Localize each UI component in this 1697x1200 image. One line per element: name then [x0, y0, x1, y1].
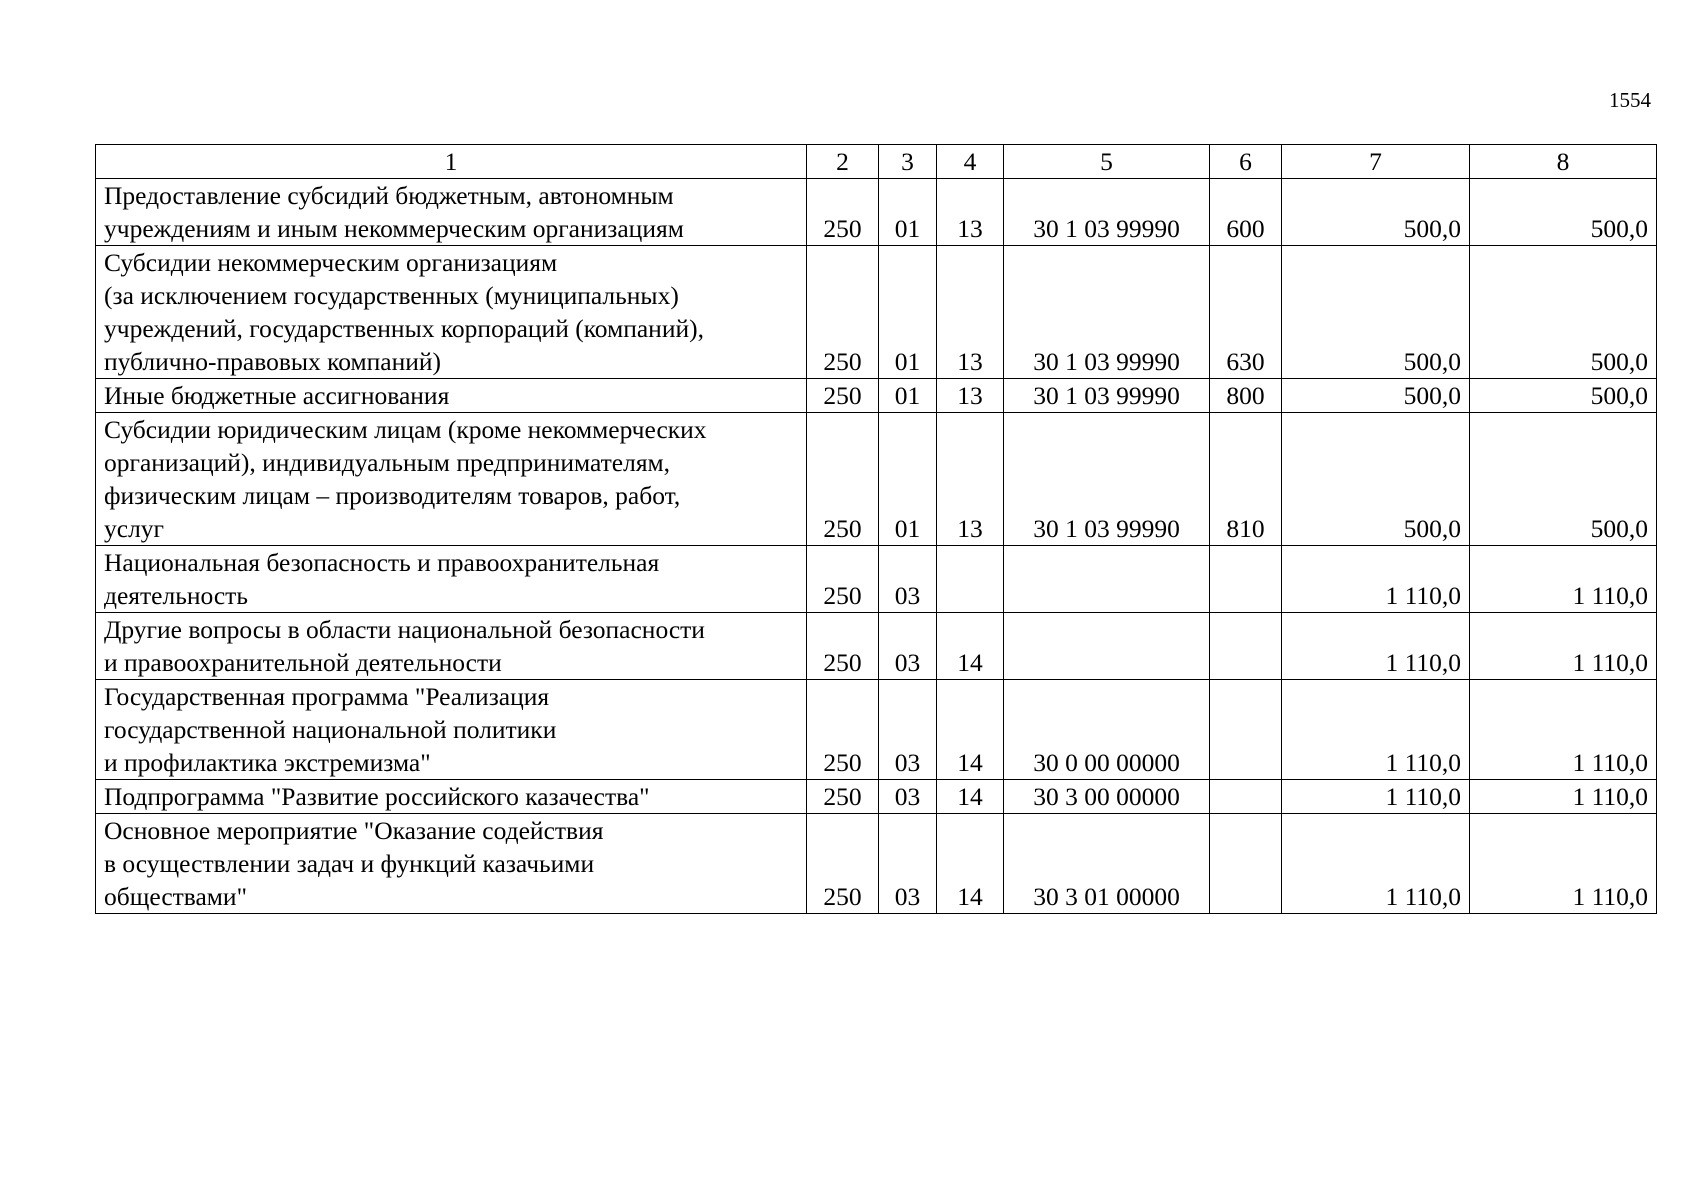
table-body	[96, 179, 1657, 914]
cell-section: 03	[879, 680, 937, 780]
cell-item-name	[96, 413, 807, 546]
item-name-line: Иные бюджетные ассигнования	[104, 381, 450, 410]
cell-target-article	[1004, 546, 1210, 613]
cell-amount-col8: 1 110,0	[1470, 613, 1657, 680]
header-row	[96, 145, 1657, 179]
cell-target-article: 30 1 03 99990	[1004, 379, 1210, 413]
cell-amount-col8: 500,0	[1470, 179, 1657, 246]
cell-item-name	[96, 613, 807, 680]
cell-section: 03	[879, 613, 937, 680]
cell-subsection: 13	[937, 179, 1004, 246]
cell-amount-col7: 500,0	[1282, 413, 1470, 546]
column-header: 5	[1004, 145, 1210, 179]
item-name-line: государственной национальной политики	[104, 715, 557, 744]
cell-target-article	[1004, 613, 1210, 680]
table-row	[96, 613, 1657, 680]
cell-expense-type: 600	[1210, 179, 1282, 246]
cell-item-name	[96, 780, 807, 814]
cell-ministry-code: 250	[807, 814, 879, 914]
item-name-line: Субсидии некоммерческим организациям	[104, 248, 558, 277]
cell-expense-type	[1210, 546, 1282, 613]
cell-target-article: 30 3 01 00000	[1004, 814, 1210, 914]
item-name-line: Государственная программа "Реализация	[104, 682, 550, 711]
cell-section: 03	[879, 814, 937, 914]
cell-section: 03	[879, 780, 937, 814]
cell-section: 01	[879, 246, 937, 379]
item-name-line: физическим лицам – производителям товаров, работ,	[104, 481, 681, 510]
cell-expense-type	[1210, 780, 1282, 814]
item-name-line: и правоохранительной деятельности	[104, 648, 502, 677]
item-name-line: учреждений, государственных корпораций (компаний),	[104, 314, 704, 343]
cell-subsection: 14	[937, 680, 1004, 780]
cell-expense-type: 800	[1210, 379, 1282, 413]
cell-target-article: 30 1 03 99990	[1004, 246, 1210, 379]
item-name-line: услуг	[104, 514, 165, 543]
cell-ministry-code: 250	[807, 546, 879, 613]
cell-item-name	[96, 546, 807, 613]
cell-expense-type	[1210, 680, 1282, 780]
cell-amount-col7: 500,0	[1282, 246, 1470, 379]
cell-amount-col8: 1 110,0	[1470, 680, 1657, 780]
cell-ministry-code: 250	[807, 179, 879, 246]
item-name-line: Субсидии юридическим лицам (кроме некоммерческих	[104, 415, 707, 444]
cell-target-article: 30 1 03 99990	[1004, 413, 1210, 546]
cell-amount-col7: 1 110,0	[1282, 613, 1470, 680]
table-row	[96, 179, 1657, 246]
cell-amount-col8: 500,0	[1470, 379, 1657, 413]
item-name-line: организаций), индивидуальным предпринимателям,	[104, 448, 671, 477]
cell-expense-type	[1210, 613, 1282, 680]
table-row	[96, 546, 1657, 613]
item-name-line: деятельность	[104, 581, 248, 610]
column-header: 6	[1210, 145, 1282, 179]
cell-amount-col7: 500,0	[1282, 379, 1470, 413]
cell-section: 01	[879, 379, 937, 413]
table-row	[96, 780, 1657, 814]
table-row	[96, 379, 1657, 413]
cell-section: 01	[879, 179, 937, 246]
cell-ministry-code: 250	[807, 246, 879, 379]
cell-target-article: 30 1 03 99990	[1004, 179, 1210, 246]
cell-amount-col8: 1 110,0	[1470, 546, 1657, 613]
column-header: 1	[96, 145, 807, 179]
cell-item-name	[96, 379, 807, 413]
budget-table	[95, 144, 1657, 914]
cell-ministry-code: 250	[807, 613, 879, 680]
cell-ministry-code: 250	[807, 780, 879, 814]
cell-item-name	[96, 179, 807, 246]
cell-amount-col7: 1 110,0	[1282, 546, 1470, 613]
cell-subsection: 13	[937, 379, 1004, 413]
cell-subsection: 14	[937, 780, 1004, 814]
cell-amount-col8: 500,0	[1470, 413, 1657, 546]
column-header: 4	[937, 145, 1004, 179]
cell-subsection: 14	[937, 814, 1004, 914]
item-name-line: публично-правовых компаний)	[104, 347, 442, 376]
cell-item-name	[96, 680, 807, 780]
table-row	[96, 680, 1657, 780]
cell-amount-col8: 1 110,0	[1470, 780, 1657, 814]
cell-subsection: 13	[937, 246, 1004, 379]
item-name-line: Другие вопросы в области национальной безопасности	[104, 615, 705, 644]
cell-ministry-code: 250	[807, 413, 879, 546]
cell-amount-col7: 500,0	[1282, 179, 1470, 246]
item-name-line: Предоставление субсидий бюджетным, автономным	[104, 181, 674, 210]
item-name-line: в осуществлении задач и функций казачьими	[104, 849, 595, 878]
item-name-line: Основное мероприятие "Оказание содействия	[104, 816, 604, 845]
column-header: 3	[879, 145, 937, 179]
cell-target-article: 30 0 00 00000	[1004, 680, 1210, 780]
cell-section: 03	[879, 546, 937, 613]
item-name-line: Подпрограмма "Развитие российского казачества"	[104, 782, 650, 811]
cell-expense-type: 630	[1210, 246, 1282, 379]
table-row	[96, 413, 1657, 546]
cell-expense-type	[1210, 814, 1282, 914]
column-header: 7	[1282, 145, 1470, 179]
item-name-line: учреждениям и иным некоммерческим организациям	[104, 214, 684, 243]
item-name-line: и профилактика экстремизма"	[104, 748, 431, 777]
item-name-line: обществами"	[104, 882, 247, 911]
column-header: 2	[807, 145, 879, 179]
cell-target-article: 30 3 00 00000	[1004, 780, 1210, 814]
cell-expense-type: 810	[1210, 413, 1282, 546]
cell-item-name	[96, 246, 807, 379]
item-name-line: Национальная безопасность и правоохранительная	[104, 548, 660, 577]
cell-ministry-code: 250	[807, 379, 879, 413]
cell-section: 01	[879, 413, 937, 546]
cell-item-name	[96, 814, 807, 914]
cell-amount-col8: 1 110,0	[1470, 814, 1657, 914]
cell-amount-col8: 500,0	[1470, 246, 1657, 379]
page-number: 1554	[1609, 88, 1651, 112]
cell-ministry-code: 250	[807, 680, 879, 780]
column-header: 8	[1470, 145, 1657, 179]
table-row	[96, 814, 1657, 914]
cell-subsection: 14	[937, 613, 1004, 680]
cell-amount-col7: 1 110,0	[1282, 780, 1470, 814]
table-row	[96, 246, 1657, 379]
cell-subsection	[937, 546, 1004, 613]
cell-subsection: 13	[937, 413, 1004, 546]
cell-amount-col7: 1 110,0	[1282, 680, 1470, 780]
cell-amount-col7: 1 110,0	[1282, 814, 1470, 914]
item-name-line: (за исключением государственных (муниципальных)	[104, 281, 679, 310]
